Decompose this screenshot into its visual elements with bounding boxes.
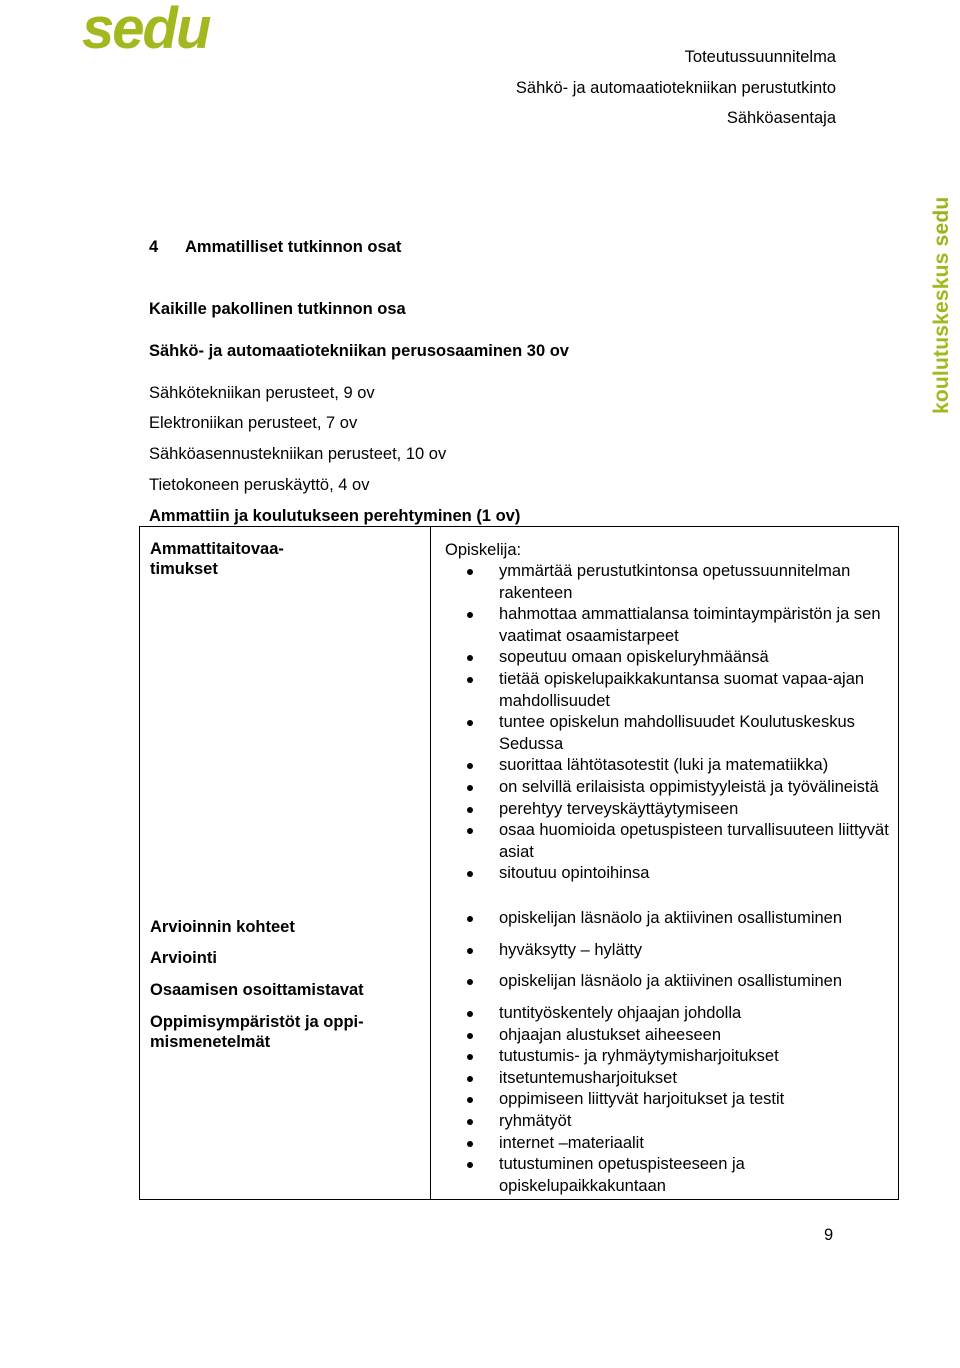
module-title: Sähkö- ja automaatiotekniikan perusosaaminen 30 ov xyxy=(149,342,569,360)
list-item: perehtyy terveyskäyttäytymiseen xyxy=(445,799,895,821)
module-item: Sähköasennustekniikan perusteet, 10 ov xyxy=(149,445,447,463)
unit-table xyxy=(139,526,899,1200)
list-item: ryhmätyöt xyxy=(445,1111,895,1133)
list-item: osaa huomioida opetuspisteen turvallisuuteen liittyvät asiat xyxy=(445,820,895,863)
list-item: opiskelijan läsnäolo ja aktiivinen osallistuminen xyxy=(445,971,895,993)
module-item: Sähkötekniikan perusteet, 9 ov xyxy=(149,384,375,402)
document-header xyxy=(516,42,836,134)
logo-text: sedu xyxy=(82,2,210,58)
section-number: 4 xyxy=(149,238,159,256)
side-brand-text xyxy=(930,184,954,414)
page-number: 9 xyxy=(824,1226,834,1244)
header-degree: Sähkö- ja automaatiotekniikan perustutkinto xyxy=(515,78,836,97)
table-column-divider xyxy=(430,527,431,1199)
sedu-logo xyxy=(80,2,230,58)
list-item: tietää opiskelupaikkakuntansa suomat vapaa-ajan mahdollisuudet xyxy=(445,669,895,712)
learning-methods-list xyxy=(445,1003,895,1197)
row-label-learning-environments: Oppimisympäristöt ja oppi- mismenetelmät xyxy=(150,1013,364,1051)
row-label-assessment: Arviointi xyxy=(150,949,217,967)
module-item: Elektroniikan perusteet, 7 ov xyxy=(149,414,358,432)
row-label-requirements: Ammattitaitovaa- timukset xyxy=(150,540,284,578)
requirements-list xyxy=(445,561,895,885)
list-item: on selvillä erilaisista oppimistyyleistä ja työvälineistä xyxy=(445,777,895,799)
list-item: internet –materiaalit xyxy=(445,1133,895,1155)
module-item: Tietokoneen peruskäyttö, 4 ov xyxy=(149,476,370,494)
assessment-targets-list xyxy=(445,908,895,930)
requirements-intro: Opiskelija: xyxy=(445,541,522,559)
section-title: Ammatilliset tutkinnon osat xyxy=(185,238,402,256)
side-brand-light: koulutuskeskus xyxy=(930,252,953,414)
list-item: hyväksytty – hylätty xyxy=(445,940,895,962)
list-item: sopeutuu omaan opiskeluryhmäänsä xyxy=(445,647,895,669)
list-item: tuntee opiskelun mahdollisuudet Koulutuskeskus Sedussa xyxy=(445,712,895,755)
unit-title: Ammattiin ja koulutukseen perehtyminen (1 ov) xyxy=(149,507,521,525)
list-item: sitoutuu opintoihinsa xyxy=(445,863,895,885)
list-item: ohjaajan alustukset aiheeseen xyxy=(445,1025,895,1047)
list-item: hahmottaa ammattialansa toimintaympäristön ja sen vaatimat osaamistarpeet xyxy=(445,604,895,647)
list-item: tutustuminen opetuspisteeseen ja opiskelupaikkakuntaan xyxy=(445,1154,895,1197)
header-qualification: Sähköasentaja xyxy=(726,109,836,127)
row-label-demonstration: Osaamisen osoittamistavat xyxy=(150,981,364,999)
list-item: ymmärtää perustutkintonsa opetussuunnitelman rakenteen xyxy=(445,561,895,604)
section-subtitle: Kaikille pakollinen tutkinnon osa xyxy=(149,300,406,318)
list-item: tutustumis- ja ryhmäytymisharjoitukset xyxy=(445,1046,895,1068)
list-item: opiskelijan läsnäolo ja aktiivinen osallistuminen xyxy=(445,908,895,930)
section-heading xyxy=(149,238,401,257)
list-item: oppimiseen liittyvät harjoitukset ja testit xyxy=(445,1089,895,1111)
header-doc-type: Toteutussuunnitelma xyxy=(684,48,836,66)
demonstration-list xyxy=(445,971,895,993)
list-item: tuntityöskentely ohjaajan johdolla xyxy=(445,1003,895,1025)
row-label-assessment-targets: Arvioinnin kohteet xyxy=(150,918,295,936)
list-item: suorittaa lähtötasotestit (luki ja matematiikka) xyxy=(445,755,895,777)
assessment-list xyxy=(445,940,895,962)
side-brand-strong: sedu xyxy=(930,196,953,247)
list-item: itsetuntemusharjoitukset xyxy=(445,1068,895,1090)
